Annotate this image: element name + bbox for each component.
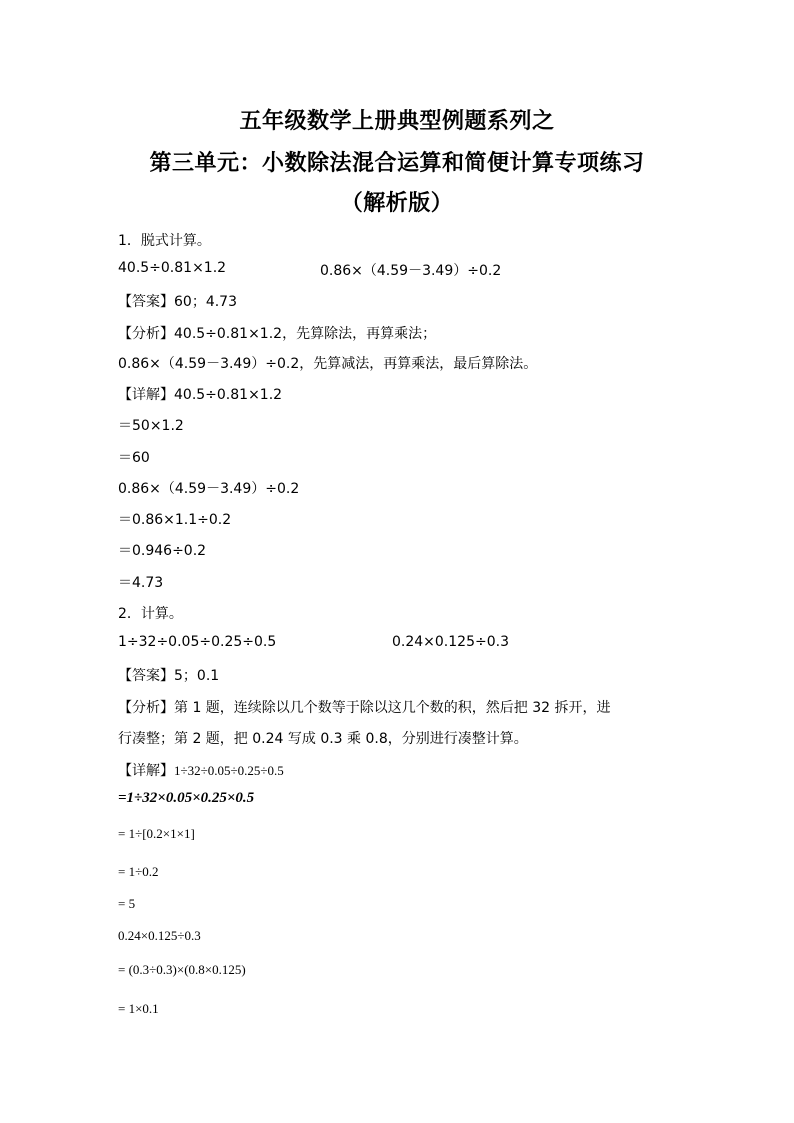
- q2-detail-label: 【详解】: [118, 763, 174, 779]
- q1-expr-b: 0.86×（4.59－3.49）÷0.2: [320, 263, 502, 279]
- q2-step: = 1÷0.2: [118, 864, 159, 879]
- title-line-2: 第三单元：小数除法混合运算和简便计算专项练习: [149, 151, 645, 176]
- title-line-3: （解析版）: [340, 191, 454, 216]
- q1-step: 0.86×（4.59－3.49）÷0.2: [118, 481, 300, 497]
- q1-step: ＝0.86×1.1÷0.2: [118, 512, 232, 528]
- q2-expr-b: 0.24×0.125÷0.3: [392, 634, 509, 650]
- q1-analysis-2: 0.86×（4.59－3.49）÷0.2，先算减法，再算乘法，最后算除法。: [118, 356, 538, 372]
- q2-step: = (0.3÷0.3)×(0.8×0.125): [118, 962, 246, 977]
- q1-answer: 【答案】60；4.73: [118, 294, 237, 310]
- q2-answer: 【答案】5；0.1: [118, 668, 220, 684]
- q2-step: = 1÷[0.2×1×1]: [118, 826, 195, 841]
- q2-step: = 1×0.1: [118, 1001, 159, 1016]
- q1-step: ＝4.73: [118, 575, 164, 591]
- q1-heading: 1．脱式计算。: [118, 233, 211, 249]
- q2-step: 0.24×0.125÷0.3: [118, 928, 201, 943]
- q1-analysis-1: 【分析】40.5÷0.81×1.2，先算除法，再算乘法；: [118, 326, 437, 342]
- q1-step: ＝0.946÷0.2: [118, 543, 207, 559]
- q2-expr-a: 1÷32÷0.05÷0.25÷0.5: [118, 634, 277, 650]
- q2-analysis-2: 行凑整；第 2 题，把 0.24 写成 0.3 乘 0.8，分别进行凑整计算。: [118, 731, 528, 747]
- q1-step: ＝60: [118, 450, 150, 466]
- q1-detail-label: 【详解】40.5÷0.81×1.2: [118, 387, 283, 403]
- q2-detail-row: [118, 760, 284, 780]
- q2-bold-step: =1÷32×0.05×0.25×0.5: [118, 790, 255, 806]
- q2-step: = 5: [118, 896, 136, 911]
- title-line-1: 五年级数学上册典型例题系列之: [239, 109, 555, 134]
- q1-step: ＝50×1.2: [118, 418, 184, 434]
- q2-heading: 2．计算。: [118, 606, 183, 622]
- q2-detail-expr: 1÷32÷0.05÷0.25÷0.5: [174, 763, 284, 778]
- q1-expr-a: 40.5÷0.81×1.2: [118, 260, 227, 276]
- q2-analysis-1: 【分析】第 1 题，连续除以几个数等于除以这几个数的积，然后把 32 拆开，进: [118, 700, 611, 716]
